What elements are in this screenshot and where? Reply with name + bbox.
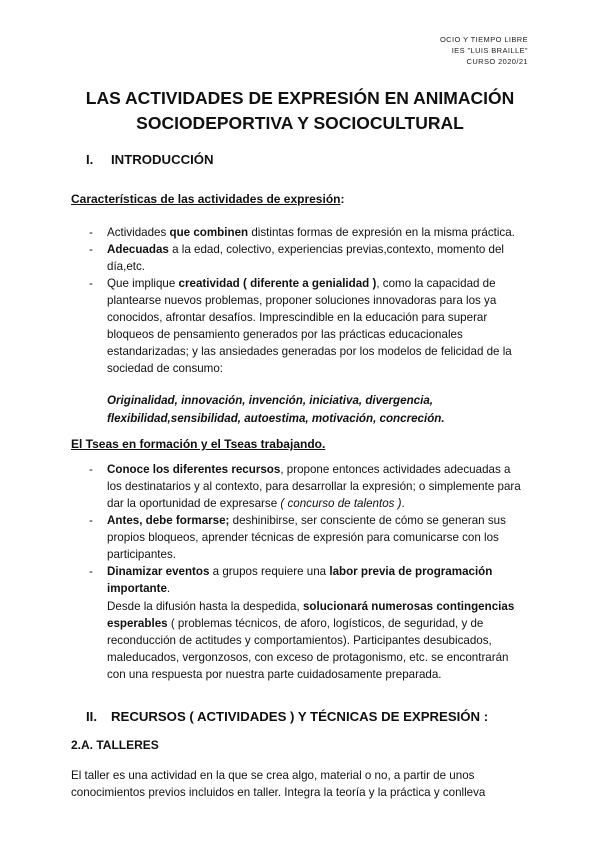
list-item: - Dinamizar eventos a grupos requiere una labor previa de programación importante. — [86, 563, 526, 597]
list-item: - Conoce los diferentes recursos, propone entonces actividades adecuadas a los destinatarios y al contexto, para desarrollar la expresión; o simplemente para dar la oportunidad de expresarse ( concurso de talentos ). — [86, 461, 526, 512]
creativity-keywords: Originalidad, innovación, invención, iniciativa, divergencia, flexibilidad,sensibilidad, autoestima, motivación, concreción. — [107, 394, 445, 425]
list-item: - Actividades que combinen distintas formas de expresión en la misma práctica. — [86, 224, 526, 241]
section-heading-recursos — [86, 709, 488, 724]
section-number: I. — [86, 152, 94, 167]
list-item: - Adecuadas a la edad, colectivo, experiencias previas,contexto, momento del día,etc. — [86, 241, 526, 275]
header-school: IES "LUIS BRAILLE" — [451, 46, 528, 55]
list-item: - Que implique creatividad ( diferente a genialidad ), como la capacidad de plantearse nuevos problemas, proponer soluciones innovadoras para los ya conocidos, afrontar desafíos. Imprescindible en la educación para superar bloqueos de pensamiento generados por las prácticas educacionales estandarizadas; y las ansiedades generadas por los modelos de felicidad de la sociedad de consumo: — [86, 275, 526, 377]
caracteristicas-list — [86, 224, 526, 377]
subsection-heading-talleres: 2.A. TALLERES — [71, 738, 159, 752]
header-subject: OCIO Y TIEMPO LIBRE — [439, 35, 528, 44]
list-item: - Antes, debe formarse; deshinibirse, ser consciente de cómo se generan sus propios bloqueos, aprender técnicas de expresión para comunicarse con los participantes. — [86, 512, 526, 563]
title-line-2: SOCIODEPORTIVA Y SOCIOCULTURAL — [136, 113, 464, 133]
section-heading-introduccion — [86, 152, 214, 167]
document-header — [440, 34, 528, 67]
title-line-1: LAS ACTIVIDADES DE EXPRESIÓN EN ANIMACIÓN — [85, 88, 515, 108]
document-title — [40, 86, 560, 136]
subheading-tseas: El Tseas en formación y el Tseas trabajando. — [71, 437, 326, 451]
tseas-list — [86, 461, 526, 597]
subheading-colon: : — [340, 192, 345, 206]
contingencias-paragraph: Desde la difusión hasta la despedida, solucionará numerosas contingencias esperables ( problemas técnicos, de aforo, logísticos, de seguridad, y de reconducción de actitudes y comportamientos). Participantes desubicados, maleducados, vergonzosos, con exceso de protagonismo, etc. se encontrarán con una respuesta por nuestra parte cuidadosamente preparada. — [107, 600, 515, 681]
section-number: II. — [86, 709, 97, 724]
subheading-text: Características de las actividades de expresión — [71, 192, 341, 206]
talleres-paragraph: El taller es una actividad en la que se crea algo, material o no, a partir de unos conocimientos previos incluidos en taller. Integra la teoría y la práctica y conlleva — [71, 769, 486, 799]
section-label: RECURSOS ( ACTIVIDADES ) Y TÉCNICAS DE EXPRESIÓN : — [111, 709, 489, 724]
header-course: CURSO 2020/21 — [466, 57, 528, 66]
subheading-caracteristicas — [71, 192, 344, 206]
section-label: INTRODUCCIÓN — [111, 152, 214, 167]
